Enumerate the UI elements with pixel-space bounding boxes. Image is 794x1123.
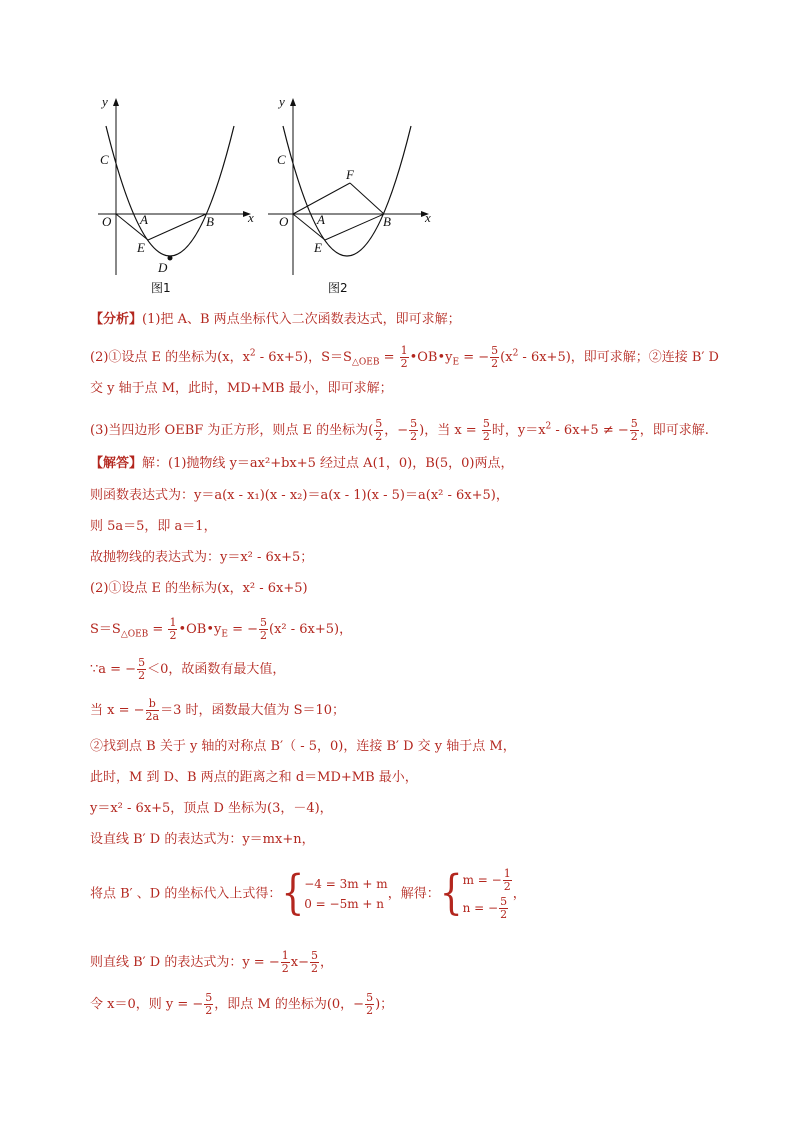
solution-line-14 <box>90 950 333 975</box>
label-O: O <box>279 214 289 229</box>
caption-fig1: 图1 <box>151 281 171 295</box>
figure-svg <box>88 90 448 300</box>
subscript: △OEB <box>120 629 149 640</box>
text: 令 x＝0，则 y = − <box>90 997 204 1012</box>
solution-line-4: 故抛物线的表达式为：y＝x² - 6x+5； <box>90 550 314 565</box>
text: ，即点 M 的坐标为(0，− <box>214 997 365 1012</box>
text: = <box>379 350 399 365</box>
label-D: D <box>158 260 168 275</box>
fraction: $\frac{5}{2}$ <box>375 417 383 443</box>
text: x− <box>290 955 309 970</box>
fraction: $\frac{5}{2}$ <box>410 417 418 443</box>
label-F: F <box>346 167 354 182</box>
text: ，解得： <box>387 886 440 902</box>
label-B: B <box>383 214 391 229</box>
solution-line-1 <box>90 455 514 473</box>
segment-OF <box>293 183 350 214</box>
fraction: $\frac{5}{2}$ <box>500 895 508 921</box>
fraction: $\frac{5}{2}$ <box>366 991 374 1017</box>
solution-line-8 <box>90 698 345 723</box>
figure-2 <box>268 94 431 295</box>
text: ，即可求解. <box>639 423 709 438</box>
label-A: A <box>317 212 325 227</box>
label-C: C <box>277 152 286 167</box>
y-axis-arrow <box>290 98 296 106</box>
solution-line-3: 则 5a＝5，即 a＝1， <box>90 519 217 534</box>
text: ，− <box>384 423 409 438</box>
solution-line-13 <box>90 866 526 926</box>
analysis-line-3: 交 y 轴于点 M，此时，MD+MB 最小，即可求解； <box>90 381 393 396</box>
fraction: $\frac{5}{2}$ <box>205 991 213 1017</box>
label-y: y <box>279 94 285 109</box>
fraction: $\frac{5}{2}$ <box>260 616 268 642</box>
solution-tag: 【解答】 <box>90 456 143 471</box>
fraction: $\frac{1}{2}$ <box>400 344 408 370</box>
solution-line-7 <box>90 657 285 682</box>
label-y: y <box>102 94 108 109</box>
text: 时，y＝x <box>491 423 546 438</box>
text: - 6x+5)，即可求解；②连接 B′ D <box>518 350 719 365</box>
parabola <box>106 126 234 256</box>
solution-line-15 <box>90 992 393 1017</box>
solution-line-5: (2)①设点 E 的坐标为(x，x² - 6x+5) <box>90 581 308 596</box>
y-axis-arrow <box>113 98 119 106</box>
subscript: △OEB <box>351 357 380 368</box>
caption-fig2: 图2 <box>328 281 348 295</box>
label-B: B <box>206 214 214 229</box>
text: ∵a = − <box>90 662 137 677</box>
equation-system: {−4 = 3m + m 0 = −5m + n <box>281 866 388 920</box>
text: n = − <box>462 901 499 915</box>
text: (2)①设点 E 的坐标为(x，x <box>90 350 250 365</box>
text: = − <box>227 622 259 637</box>
text: = <box>148 622 168 637</box>
text: )； <box>375 997 394 1012</box>
text: 则直线 B′ D 的表达式为：y = − <box>90 955 280 970</box>
fraction: $\frac{5}{2}$ <box>491 344 499 370</box>
figures <box>88 90 448 300</box>
solution-line-11: y＝x² - 6x+5，顶点 D 坐标为(3，－4)， <box>90 801 333 816</box>
equation: 0 = −5m + n <box>304 897 385 911</box>
solution-line-6 <box>90 617 352 642</box>
text: - 6x+5)，S＝S <box>255 350 352 365</box>
fraction: $\frac{5}{2}$ <box>310 949 318 975</box>
solution-line-9: ②找到点 B 关于 y 轴的对称点 B′（ - 5，0)，连接 B′ D 交 y 轴于点 M， <box>90 739 516 754</box>
segment-EB <box>148 214 206 240</box>
fraction: $\frac{1}{2}$ <box>169 616 177 642</box>
text: S＝S <box>90 622 121 637</box>
text: ＜0，故函数有最大值， <box>147 662 286 677</box>
analysis-text: (1)把 A、B 两点坐标代入二次函数表达式，即可求解； <box>142 312 461 327</box>
label-x: x <box>425 210 431 225</box>
subscript: E <box>221 629 228 640</box>
text: = − <box>459 350 490 365</box>
figure-1 <box>98 94 254 295</box>
solution-line-12: 设直线 B′ D 的表达式为：y＝mx+n， <box>90 832 315 847</box>
text: •OB•y <box>178 622 222 637</box>
text: (x² - 6x+5)， <box>269 622 353 637</box>
solution-line-10: 此时，M 到 D、B 两点的距离之和 d＝MD+MB 最小， <box>90 770 418 785</box>
analysis-tag: 【分析】 <box>90 312 143 327</box>
text: 解：(1)抛物线 y＝ax²+bx+5 经过点 A(1，0)，B(5，0)两点， <box>142 456 514 471</box>
fraction: $\frac{b}{2a}$ <box>145 697 160 723</box>
segment-EB <box>325 214 384 240</box>
label-x: x <box>248 210 254 225</box>
text: ， <box>512 886 526 902</box>
fraction: $\frac{1}{2}$ <box>281 949 289 975</box>
label-O: O <box>102 214 112 229</box>
fraction: $\frac{5}{2}$ <box>482 417 490 443</box>
subscript: E <box>452 357 460 368</box>
fraction: $\frac{1}{2}$ <box>503 867 511 893</box>
analysis-line-4: (3)当四边形 OEBF 为正方形，则点 E 的坐标为( $\frac{5}{2}$ ，− $\frac{5}{2}$ )，当 x = $\frac{5}{2}$ 时，$y=x^2 - 6x+5$ ≠ − $\frac{5}{2}$ ，即可求解. <box>90 417 709 443</box>
equation: −4 = 3m + m <box>304 877 388 891</box>
fraction: $\frac{5}{2}$ <box>138 656 146 682</box>
label-C: C <box>100 152 109 167</box>
analysis-line-2: (2)①设点 E 的坐标为(x，$x^2 - 6x+5$)，$S=S_{\triangle OEB}$ = $\frac{1}{2}$ $•OB•y_E$ = − $\frac{5}{2}$ $(x^2 - 6x+5)$，即可求解；②连接 B′ D <box>90 344 719 370</box>
text: 将点 B′ 、D 的坐标代入上式得： <box>90 886 282 902</box>
text: - 6x+5 ≠ − <box>551 423 629 438</box>
text: (x <box>500 350 513 365</box>
analysis-line-1 <box>90 311 461 329</box>
solution-line-2: 则函数表达式为：y＝a(x - x₁)(x - x₂)＝a(x - 1)(x - 5)＝a(x² - 6x+5)， <box>90 488 509 503</box>
text: ， <box>319 955 333 970</box>
fraction: $\frac{5}{2}$ <box>630 417 638 443</box>
text: •OB•y <box>409 350 453 365</box>
solution-system: {m = − $\frac{1}{2}$ n = − $\frac{5}{2}$ <box>439 866 511 921</box>
text: m = − <box>462 873 502 887</box>
text: )，当 x = <box>419 423 481 438</box>
point-D <box>168 256 173 261</box>
text: ＝3 时，函数最大值为 S＝10； <box>160 703 346 718</box>
label-E: E <box>314 240 322 255</box>
segment-FB <box>350 183 384 214</box>
text: (3)当四边形 OEBF 为正方形，则点 E 的坐标为( <box>90 423 374 438</box>
label-E: E <box>137 240 145 255</box>
label-A: A <box>140 212 148 227</box>
parabola <box>283 126 411 256</box>
text: 当 x = − <box>90 703 145 718</box>
